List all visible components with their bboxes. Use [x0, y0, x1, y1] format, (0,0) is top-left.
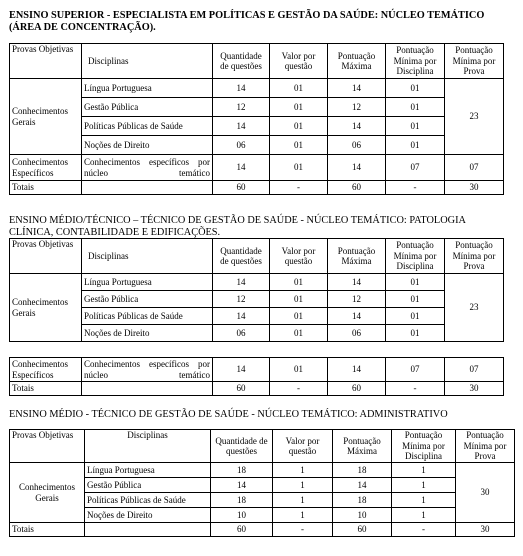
- quantidade: 06: [213, 325, 270, 342]
- quantidade: 14: [213, 79, 270, 98]
- especificos-disciplina: Conhecimentos específicos por núcleo temático: [82, 358, 213, 382]
- group-min: 23: [445, 79, 504, 155]
- valor: 01: [270, 291, 328, 308]
- maxima: 12: [328, 98, 386, 117]
- table-row: [10, 98, 504, 117]
- section-2-table: [9, 238, 504, 396]
- totais-empty: [82, 181, 213, 195]
- minima: 1: [392, 478, 456, 493]
- disciplina: Políticas Públicas de Saúde: [82, 117, 213, 136]
- valor: 01: [270, 358, 328, 382]
- quantidade: 10: [211, 508, 273, 523]
- maxima: 14: [328, 155, 386, 181]
- minima: 01: [386, 117, 445, 136]
- totais-label: Totais: [10, 382, 82, 396]
- disciplina: Noções de Direito: [85, 508, 211, 523]
- valor: 01: [270, 117, 328, 136]
- header-quantidade: Quantidade de questões: [213, 239, 270, 274]
- header-minima-disciplina: Pontuação Mínima por Disciplina: [386, 239, 445, 274]
- quantidade: 18: [211, 493, 273, 508]
- quantidade: 60: [211, 523, 273, 537]
- minima: 01: [386, 98, 445, 117]
- valor: -: [270, 382, 328, 396]
- header-valor: Valor por questão: [273, 430, 333, 463]
- header-disciplinas: Disciplinas: [82, 44, 213, 79]
- disciplina: Gestão Pública: [82, 291, 213, 308]
- minima: 01: [386, 136, 445, 155]
- header-row: [10, 239, 504, 274]
- group-label: Conhecimentos Gerais: [10, 274, 82, 342]
- totais-empty: [82, 382, 213, 396]
- valor: 01: [270, 79, 328, 98]
- spacer: [10, 342, 504, 358]
- section-2-title-line1: ENSINO MÉDIO/TÉCNICO – TÉCNICO DE GESTÃO DE SAÚDE - NÚCLEO TEMÁTICO: PATOLOGIA: [9, 215, 466, 226]
- maxima: 14: [328, 274, 386, 291]
- table-row: [10, 308, 504, 325]
- header-maxima: Pontuação Máxima: [333, 430, 392, 463]
- prova: 30: [445, 181, 504, 195]
- valor: 1: [273, 493, 333, 508]
- minima: 01: [386, 308, 445, 325]
- table-row: [10, 291, 504, 308]
- header-minima-prova: Pontuação Mínima por Prova: [445, 44, 504, 79]
- maxima: 18: [333, 463, 392, 478]
- totais-empty: [85, 523, 211, 537]
- maxima: 12: [328, 291, 386, 308]
- quantidade: 14: [213, 117, 270, 136]
- quantidade: 14: [213, 358, 270, 382]
- header-valor: Valor por questão: [270, 44, 328, 79]
- quantidade: 14: [213, 308, 270, 325]
- prova: 30: [445, 382, 504, 396]
- maxima: 06: [328, 325, 386, 342]
- totais-label: Totais: [10, 523, 85, 537]
- maxima: 18: [333, 493, 392, 508]
- quantidade: 12: [213, 291, 270, 308]
- minima: 1: [392, 463, 456, 478]
- minima: 01: [386, 325, 445, 342]
- quantidade: 06: [213, 136, 270, 155]
- minima: 01: [386, 79, 445, 98]
- especificos-disciplina: Conhecimentos específicos por núcleo temático: [82, 155, 213, 181]
- group-label: Conhecimentos Gerais: [10, 463, 85, 523]
- especificos-label: Conhecimentos Específicos: [10, 155, 82, 181]
- header-provas: Provas Objetivas: [10, 430, 85, 463]
- header-maxima: Pontuação Máxima: [328, 239, 386, 274]
- header-provas: Provas Objetivas: [10, 239, 82, 274]
- maxima: 14: [328, 117, 386, 136]
- valor: 01: [270, 274, 328, 291]
- quantidade: 12: [213, 98, 270, 117]
- quantidade: 14: [213, 155, 270, 181]
- valor: -: [270, 181, 328, 195]
- maxima: 60: [328, 382, 386, 396]
- section-1-title: [9, 10, 514, 34]
- header-quantidade: Quantidade de questões: [213, 44, 270, 79]
- minima: 01: [386, 274, 445, 291]
- disciplina: Língua Portuguesa: [82, 79, 213, 98]
- prova: 07: [445, 155, 504, 181]
- especificos-row: [10, 155, 504, 181]
- section-1-title-line1: ENSINO SUPERIOR - ESPECIALISTA EM POLÍTICAS E GESTÃO DA SAÚDE: NÚCLEO TEMÁTICO: [9, 10, 485, 21]
- table-row: [10, 117, 504, 136]
- table-row: [10, 274, 504, 291]
- minima: -: [386, 181, 445, 195]
- especificos-row: [10, 358, 504, 382]
- minima: 1: [392, 493, 456, 508]
- header-row: [10, 430, 515, 463]
- minima: 07: [386, 358, 445, 382]
- valor: 01: [270, 325, 328, 342]
- section-3-table: [9, 429, 515, 537]
- minima: 07: [386, 155, 445, 181]
- quantidade: 14: [211, 478, 273, 493]
- header-disciplinas: Disciplinas: [82, 239, 213, 274]
- disciplina: Gestão Pública: [85, 478, 211, 493]
- totais-row: [10, 181, 504, 195]
- valor: -: [273, 523, 333, 537]
- valor: 01: [270, 308, 328, 325]
- quantidade: 14: [213, 274, 270, 291]
- table-row: [10, 325, 504, 342]
- spacer-row: [10, 342, 504, 358]
- quantidade: 60: [213, 181, 270, 195]
- quantidade: 60: [213, 382, 270, 396]
- minima: 01: [386, 291, 445, 308]
- section-3-title: [9, 409, 505, 421]
- valor: 1: [273, 508, 333, 523]
- header-disciplinas: Disciplinas: [85, 430, 211, 463]
- header-valor: Valor por questão: [270, 239, 328, 274]
- especificos-label: Conhecimentos Específicos: [10, 358, 82, 382]
- group-min: 23: [445, 274, 504, 342]
- group-label: Conhecimentos Gerais: [10, 79, 82, 155]
- maxima: 60: [328, 181, 386, 195]
- header-minima-prova: Pontuação Mínima por Prova: [445, 239, 504, 274]
- valor: 01: [270, 155, 328, 181]
- table-row: [10, 493, 515, 508]
- maxima: 60: [333, 523, 392, 537]
- valor: 1: [273, 463, 333, 478]
- disciplina: Noções de Direito: [82, 325, 213, 342]
- quantidade: 18: [211, 463, 273, 478]
- minima: -: [386, 382, 445, 396]
- section-2-title-line2: CLÍNICA, CONTABILIDADE E EDIFICAÇÕES.: [9, 227, 221, 238]
- prova: 30: [456, 523, 515, 537]
- header-minima-prova: Pontuação Mínima por Prova: [456, 430, 515, 463]
- maxima: 14: [328, 358, 386, 382]
- section-3-title-line1: ENSINO MÉDIO - TÉCNICO DE GESTÃO DE SAÚDE - NÚCLEO TEMÁTICO: ADMINISTRATIVO: [9, 409, 448, 420]
- disciplina: Noções de Direito: [82, 136, 213, 155]
- table-row: [10, 136, 504, 155]
- table-row: [10, 478, 515, 493]
- valor: 01: [270, 136, 328, 155]
- section-2-title: [9, 215, 505, 239]
- maxima: 14: [328, 308, 386, 325]
- section-1-title-line2: (ÁREA DE CONCENTRAÇÃO).: [9, 22, 156, 33]
- section-1-table: [9, 43, 504, 195]
- disciplina: Língua Portuguesa: [82, 274, 213, 291]
- group-min: 30: [456, 463, 515, 523]
- disciplina: Políticas Públicas de Saúde: [82, 308, 213, 325]
- totais-row: [10, 523, 515, 537]
- header-provas: Provas Objetivas: [10, 44, 82, 79]
- prova: 07: [445, 358, 504, 382]
- header-minima-disciplina: Pontuação Mínima por Disciplina: [392, 430, 456, 463]
- header-minima-disciplina: Pontuação Mínima por Disciplina: [386, 44, 445, 79]
- header-quantidade: Quantidade de questões: [211, 430, 273, 463]
- table-row: [10, 79, 504, 98]
- valor: 1: [273, 478, 333, 493]
- maxima: 06: [328, 136, 386, 155]
- maxima: 10: [333, 508, 392, 523]
- valor: 01: [270, 98, 328, 117]
- disciplina: Língua Portuguesa: [85, 463, 211, 478]
- header-row: [10, 44, 504, 79]
- maxima: 14: [333, 478, 392, 493]
- totais-label: Totais: [10, 181, 82, 195]
- table-row: [10, 463, 515, 478]
- minima: -: [392, 523, 456, 537]
- table-row: [10, 508, 515, 523]
- disciplina: Políticas Públicas de Saúde: [85, 493, 211, 508]
- minima: 1: [392, 508, 456, 523]
- maxima: 14: [328, 79, 386, 98]
- totais-row: [10, 382, 504, 396]
- disciplina: Gestão Pública: [82, 98, 213, 117]
- header-maxima: Pontuação Máxima: [328, 44, 386, 79]
